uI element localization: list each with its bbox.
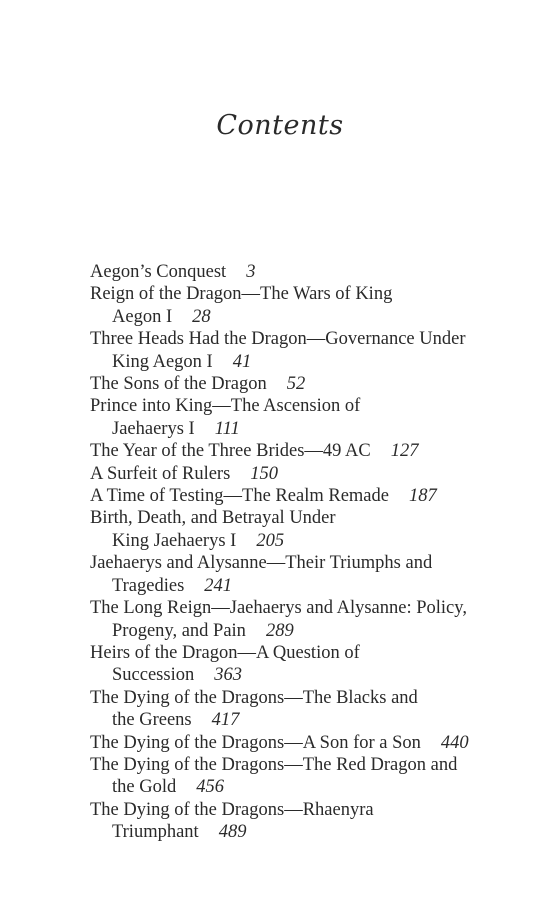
toc-entry-title: Prince into King—The Ascension of bbox=[90, 396, 361, 417]
toc-page-number: 41 bbox=[232, 351, 252, 372]
toc-entry-title: The Sons of the Dragon bbox=[90, 374, 267, 395]
toc-page-number: 363 bbox=[214, 665, 242, 686]
toc-entry-title: A Surfeit of Rulers bbox=[90, 463, 231, 484]
toc-entry-line bbox=[90, 687, 530, 709]
toc-entry[interactable] bbox=[90, 395, 530, 440]
toc-entry-title: Reign of the Dragon—The Wars of King bbox=[90, 284, 393, 305]
toc-entry-title: King Aegon I bbox=[112, 351, 213, 372]
toc-entry-title: Aegon I bbox=[112, 306, 173, 327]
toc-entry-line bbox=[90, 328, 530, 350]
toc-entry[interactable] bbox=[90, 485, 530, 507]
toc-entry[interactable] bbox=[90, 328, 530, 373]
toc-entry[interactable] bbox=[90, 463, 530, 485]
toc-entry-line bbox=[90, 709, 530, 731]
toc-entry-line bbox=[90, 754, 530, 776]
toc-entry[interactable] bbox=[90, 754, 530, 799]
toc-entry-line bbox=[90, 530, 530, 552]
toc-entry-title: Tragedies bbox=[112, 575, 185, 596]
toc-entry[interactable] bbox=[90, 261, 530, 283]
toc-entry-line bbox=[90, 440, 530, 462]
toc-entry-title: The Dying of the Dragons—The Red Dragon and bbox=[90, 754, 458, 775]
toc-entry-line bbox=[90, 575, 530, 597]
toc-entry-title: the Greens bbox=[112, 710, 192, 731]
toc-entry[interactable] bbox=[90, 283, 530, 328]
toc-entry[interactable] bbox=[90, 799, 530, 844]
page-title: Contents bbox=[216, 110, 344, 141]
toc-entry-title: The Dying of the Dragons—Rhaenyra bbox=[90, 799, 374, 820]
toc-entry-line bbox=[90, 597, 530, 619]
toc-entry-line bbox=[90, 552, 530, 574]
table-of-contents bbox=[90, 261, 530, 844]
toc-page-number: 289 bbox=[265, 620, 294, 641]
toc-entry-title: Three Heads Had the Dragon—Governance Under bbox=[90, 329, 466, 350]
toc-entry[interactable] bbox=[90, 732, 530, 754]
toc-entry[interactable] bbox=[90, 642, 530, 687]
toc-page-number: 3 bbox=[246, 262, 256, 282]
toc-entry[interactable] bbox=[90, 597, 530, 642]
toc-page-number: 489 bbox=[218, 822, 247, 843]
toc-entry-title: Aegon’s Conquest bbox=[90, 262, 227, 282]
toc-entry[interactable] bbox=[90, 507, 530, 552]
toc-entry-title: Heirs of the Dragon—A Question of bbox=[90, 642, 360, 663]
toc-entry-line bbox=[90, 821, 530, 843]
toc-entry-line bbox=[90, 799, 530, 821]
toc-entry-line bbox=[90, 485, 530, 507]
toc-entry-line bbox=[90, 306, 530, 328]
toc-page-number: 187 bbox=[408, 486, 437, 507]
toc-page-number: 440 bbox=[440, 732, 469, 753]
toc-entry[interactable] bbox=[90, 552, 530, 597]
toc-page-number: 456 bbox=[196, 777, 224, 798]
toc-entry-line bbox=[90, 776, 530, 798]
toc-entry-title: A Time of Testing—The Realm Remade bbox=[90, 486, 389, 507]
toc-entry-line bbox=[90, 507, 530, 529]
toc-page-number: 205 bbox=[256, 530, 285, 551]
toc-entry-title: Succession bbox=[112, 665, 195, 686]
toc-entry-line bbox=[90, 664, 530, 686]
toc-entry-title: Jaehaerys and Alysanne—Their Triumphs and bbox=[90, 553, 433, 574]
toc-page-number: 28 bbox=[192, 306, 211, 327]
toc-entry-title: The Long Reign—Jaehaerys and Alysanne: Policy, bbox=[90, 598, 467, 619]
toc-entry-line bbox=[90, 642, 530, 664]
toc-page-number: 150 bbox=[250, 463, 279, 484]
toc-entry[interactable] bbox=[90, 440, 530, 462]
toc-entry-title: Progeny, and Pain bbox=[112, 620, 246, 641]
toc-entry-line bbox=[90, 261, 530, 283]
toc-entry[interactable] bbox=[90, 373, 530, 395]
toc-page-number: 417 bbox=[211, 710, 240, 731]
toc-page-number: 52 bbox=[286, 374, 306, 395]
toc-entry[interactable] bbox=[90, 687, 530, 732]
toc-entry-line bbox=[90, 351, 530, 373]
toc-entry-line bbox=[90, 463, 530, 485]
toc-entry-line bbox=[90, 395, 530, 417]
toc-entry-line bbox=[90, 373, 530, 395]
toc-entry-title: Triumphant bbox=[112, 822, 199, 843]
toc-entry-title: The Dying of the Dragons—A Son for a Son bbox=[90, 732, 421, 753]
toc-entry-line bbox=[90, 418, 530, 440]
toc-entry-title: King Jaehaerys I bbox=[112, 530, 237, 551]
toc-page-number: 241 bbox=[204, 575, 233, 596]
toc-page-number: 111 bbox=[214, 418, 240, 439]
toc-entry-title: the Gold bbox=[112, 777, 177, 798]
toc-entry-line bbox=[90, 620, 530, 642]
toc-entry-title: The Year of the Three Brides—49 AC bbox=[90, 441, 371, 462]
toc-entry-title: The Dying of the Dragons—The Blacks and bbox=[90, 687, 418, 708]
toc-page-number: 127 bbox=[390, 441, 419, 462]
toc-entry-line bbox=[90, 732, 530, 754]
toc-entry-title: Jaehaerys I bbox=[112, 418, 195, 439]
toc-entry-title: Birth, Death, and Betrayal Under bbox=[90, 508, 336, 529]
toc-entry-line bbox=[90, 283, 530, 305]
